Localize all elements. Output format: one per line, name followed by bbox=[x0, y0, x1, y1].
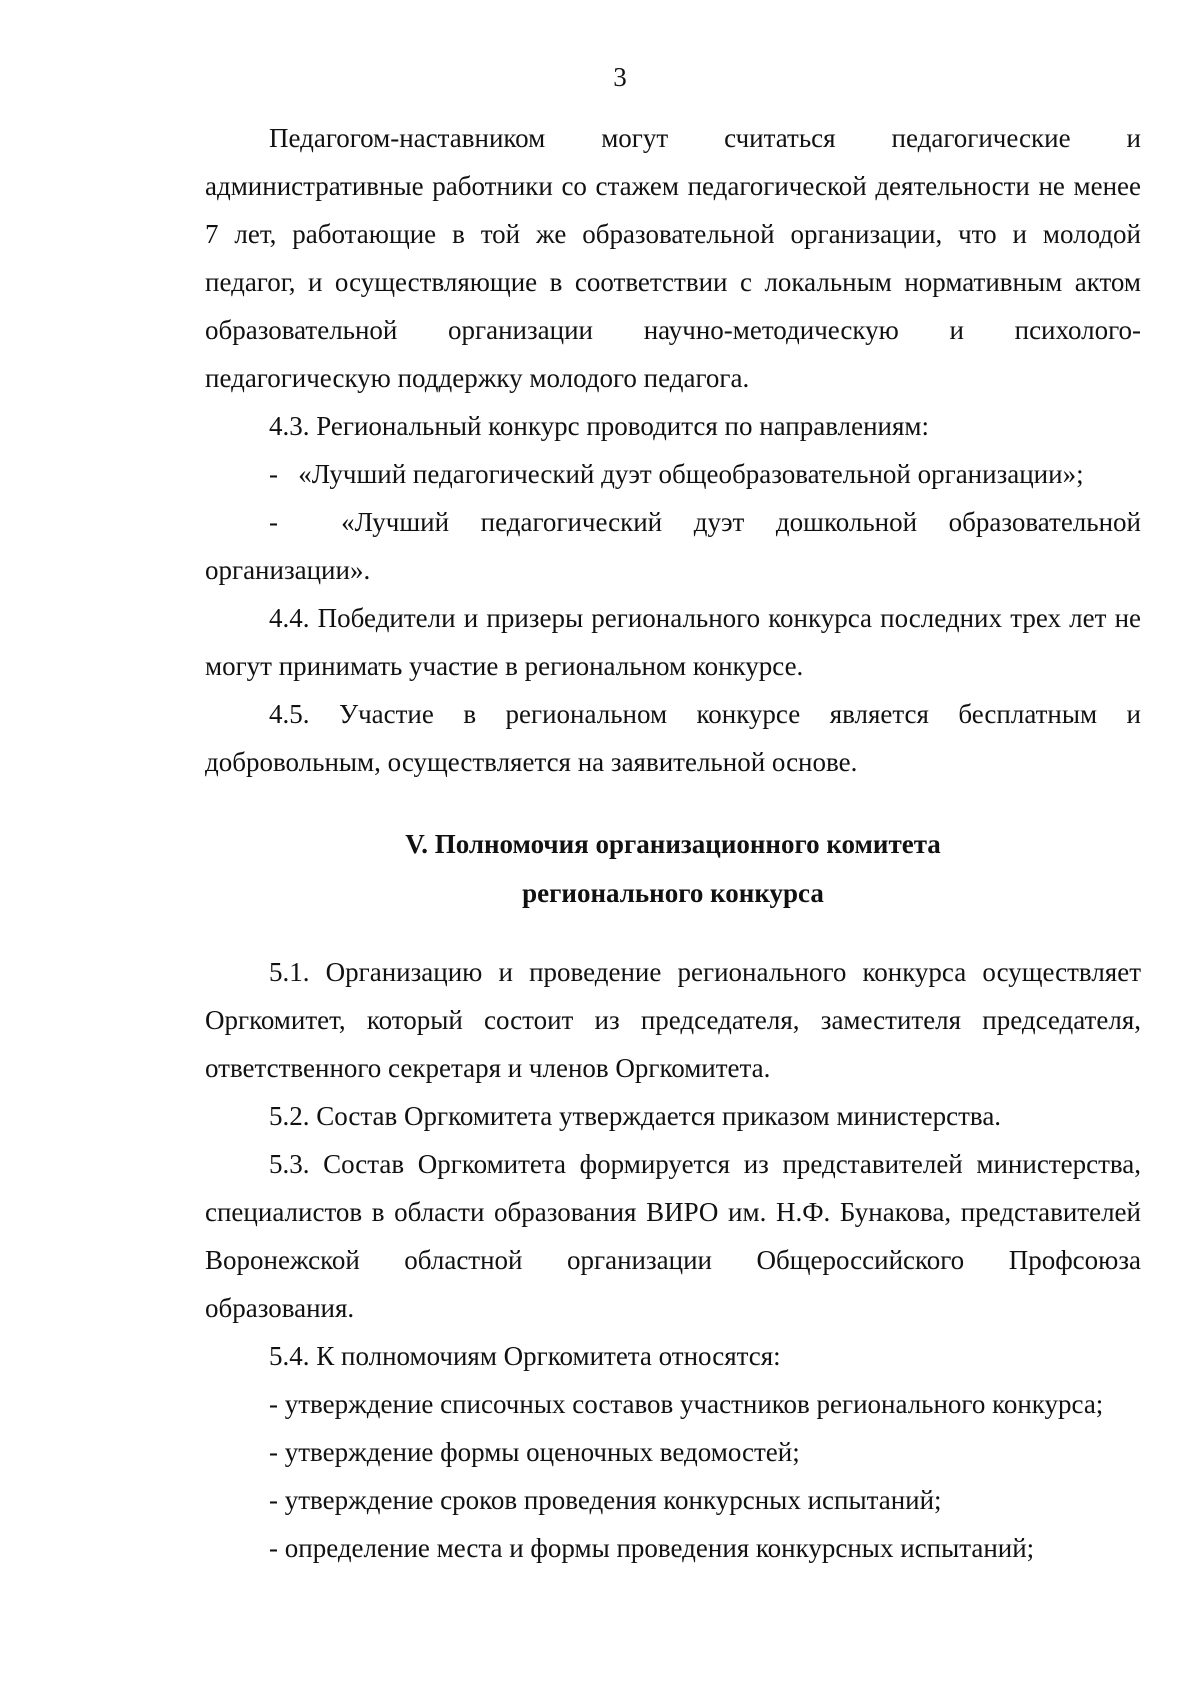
spacer bbox=[205, 918, 1141, 948]
paragraph-5-1: 5.1. Организацию и проведение регионального конкурса осуществляет Оргкомитет, который состоит из председателя, заместителя председателя, ответственного секретаря и членов Оргкомитета. bbox=[205, 957, 1141, 1083]
paragraph-5-4: 5.4. К полномочиям Оргкомитета относятся: bbox=[269, 1341, 781, 1371]
list-item-participant-lists: - утверждение списочных составов участников регионального конкурса; bbox=[269, 1389, 1104, 1419]
paragraph-4-4: 4.4. Победители и призеры регионального конкурса последних трех лет не могут принимать участие в региональном конкурсе. bbox=[205, 603, 1141, 681]
spacer bbox=[205, 786, 1141, 820]
paragraph-5-3: 5.3. Состав Оргкомитета формируется из представителей министерства, специалистов в области образования ВИРО им. Н.Ф. Бунакова, представителей Воронежской областной организации Общероссийского Профсоюза образования. bbox=[205, 1149, 1141, 1323]
document-body bbox=[205, 114, 1141, 1572]
list-item-preschool-duet: - «Лучший педагогический дуэт дошкольной образовательной организации». bbox=[205, 507, 1141, 585]
list-item-evaluation-forms: - утверждение формы оценочных ведомостей; bbox=[269, 1437, 800, 1467]
paragraph-4-3: 4.3. Региональный конкурс проводится по направлениям: bbox=[269, 411, 929, 441]
paragraph-mentor-definition: Педагогом-наставником могут считаться педагогические и административные работники со стажем педагогической деятельности не менее 7 лет, работающие в той же образовательной организации, что и молодой педагог, и осуществляющие в соответствии с локальным нормативным актом образовательной организации научно-методическую и психолого-педагогическую поддержку молодого педагога. bbox=[205, 123, 1141, 393]
list-item-test-venue: - определение места и формы проведения конкурсных испытаний; bbox=[269, 1533, 1035, 1563]
paragraph-4-5: 4.5. Участие в региональном конкурсе является бесплатным и добровольным, осуществляется на заявительной основе. bbox=[205, 699, 1141, 777]
section-heading-line-1: V. Полномочия организационного комитета bbox=[405, 829, 941, 859]
list-item-general-education-duet: - «Лучший педагогический дуэт общеобразовательной организации»; bbox=[269, 459, 1084, 489]
page-number: 3 bbox=[613, 62, 627, 92]
paragraph-5-2: 5.2. Состав Оргкомитета утверждается приказом министерства. bbox=[269, 1101, 1002, 1131]
section-heading-line-2: регионального конкурса bbox=[522, 878, 824, 908]
list-item-test-dates: - утверждение сроков проведения конкурсных испытаний; bbox=[269, 1485, 942, 1515]
